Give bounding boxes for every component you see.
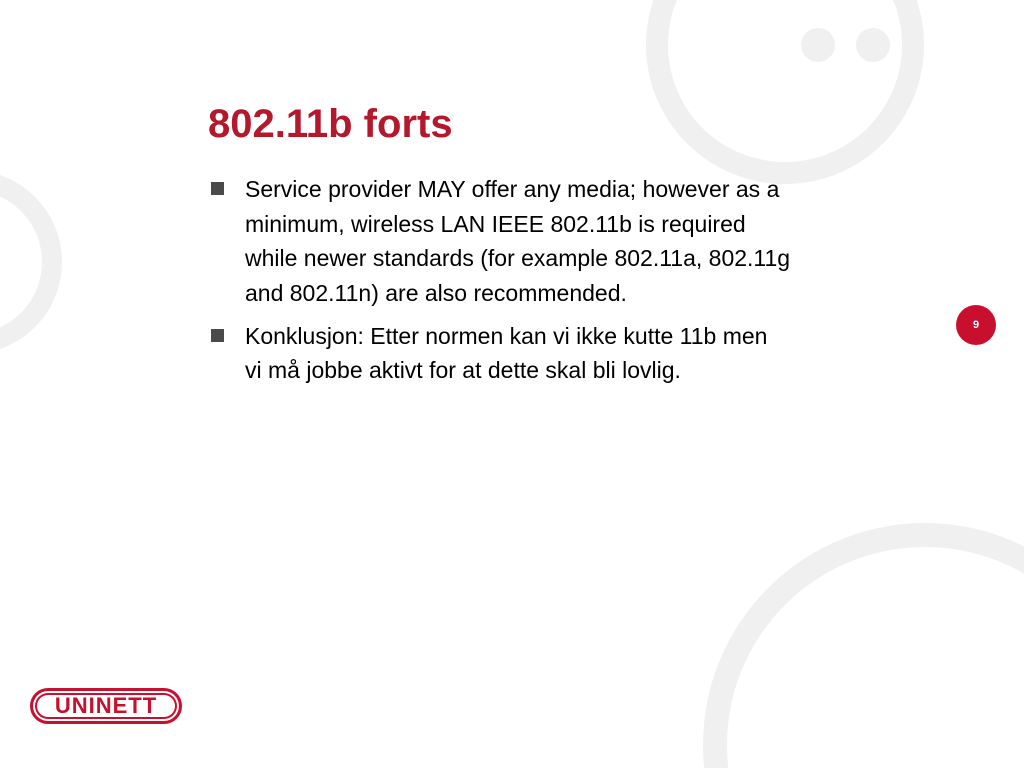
square-bullet-icon (211, 182, 224, 195)
decor-ring-bottom-right (715, 535, 1024, 768)
bullet-line: and 802.11n) are also recommended. (245, 279, 627, 306)
bullet-item (245, 319, 790, 388)
decor-dot-right (856, 28, 890, 62)
uninett-logo (30, 688, 182, 724)
decor-ring-left (0, 180, 52, 344)
bullet-line: while newer standards (for example 802.11a, 802.11g (245, 245, 791, 271)
square-bullet-icon (211, 329, 224, 342)
decor-dot-left (801, 28, 835, 62)
page-number-badge: 9 (956, 305, 996, 345)
bullet-line: Konklusjon: Etter normen kan vi ikke kutte 11b men (245, 322, 768, 349)
bullet-line: vi må jobbe aktivt for at dette skal bli lovlig. (245, 357, 681, 383)
decor-ring-top-right (657, 0, 913, 173)
bullet-list (245, 172, 790, 396)
bullet-line: Service provider MAY offer any media; however as a (245, 176, 780, 202)
bullet-line: minimum, wireless LAN IEEE 802.11b is required (245, 210, 746, 237)
slide-title: 802.11b forts (208, 102, 453, 146)
logo-text: UNINETT (54, 693, 158, 718)
bullet-item (245, 172, 790, 310)
